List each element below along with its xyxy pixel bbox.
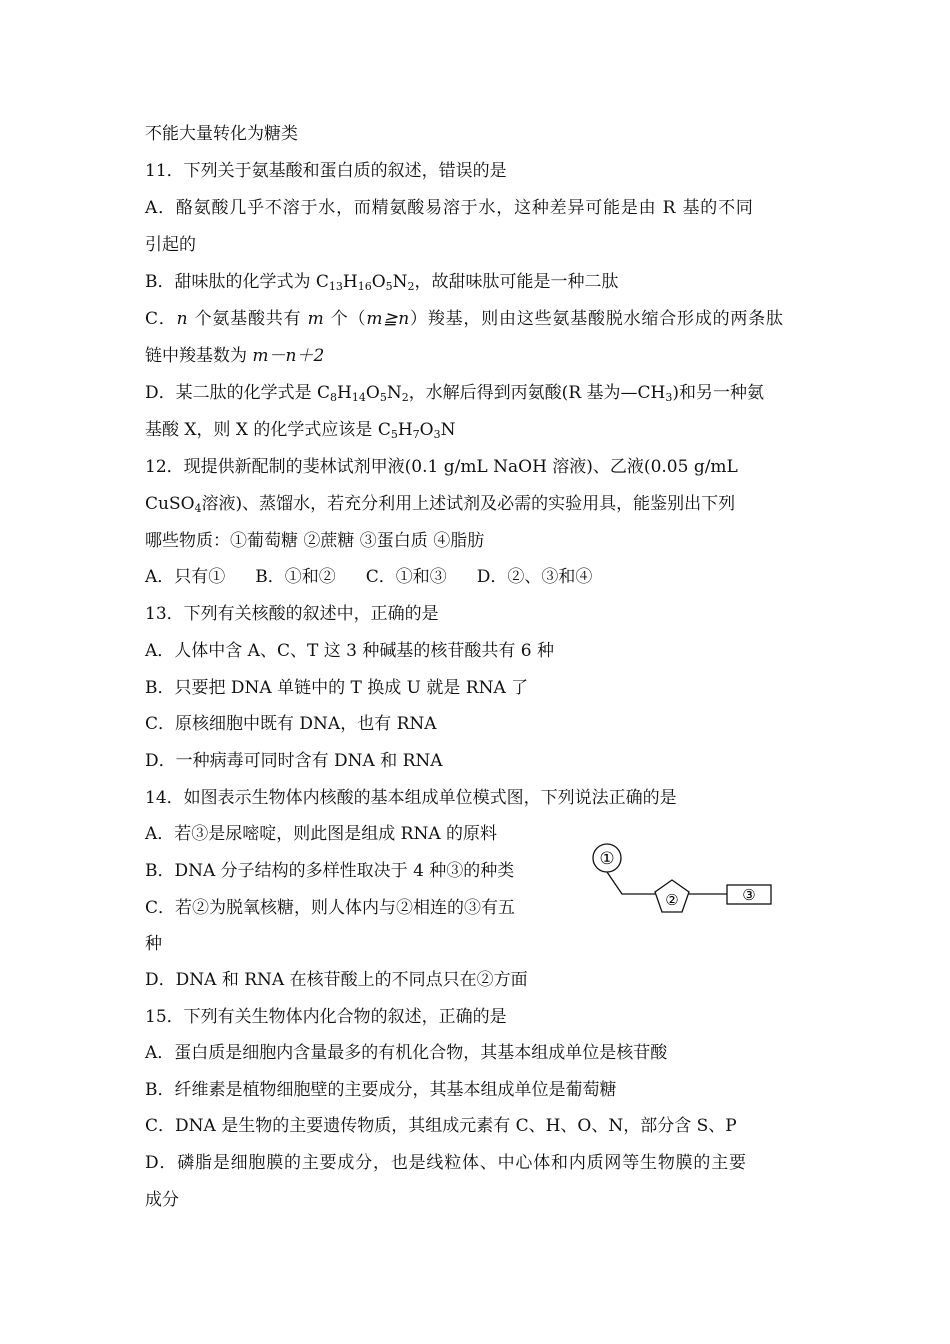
q13-option-b: B．只要把 DNA 单链中的 T 换成 U 就是 RNA 了	[145, 678, 529, 698]
q11-b-prefix: B．甜味肽的化学式为 C	[145, 272, 329, 292]
q11-c-condition: m≧n	[366, 309, 411, 329]
q12-cuso-prefix: CuSO	[145, 494, 195, 514]
q14-stem: 14．如图表示生物体内核酸的基本组成单位模式图，下列说法正确的是	[145, 788, 677, 808]
q14-option-b: B．DNA 分子结构的多样性取决于 4 种③的种类	[145, 861, 515, 881]
q13-option-c: C．原核细胞中既有 DNA，也有 RNA	[145, 714, 437, 734]
q15-option-c: C．DNA 是生物的主要遗传物质，其组成元素有 C、H、O、N，部分含 S、P	[145, 1116, 737, 1136]
q11-option-c-line1	[145, 307, 784, 331]
q14-option-c-line1: C．若②为脱氧核糖，则人体内与②相连的③有五	[145, 898, 516, 918]
q14-option-a: A．若③是尿嘧啶，则此图是组成 RNA 的原料	[145, 824, 498, 844]
q12-options	[145, 565, 592, 589]
q13-option-d: D．一种病毒可同时含有 DNA 和 RNA	[145, 751, 443, 771]
q12-stem-line2: CuSO$_4$溶液)、蒸馏水，若充分利用上述试剂及必需的实验用具，能鉴别出下列	[145, 494, 736, 515]
q15-option-b: B．纤维素是植物细胞壁的主要成分，其基本组成单位是葡萄糖	[145, 1080, 617, 1100]
q11-c-text1: 个氨基酸共有	[188, 309, 308, 329]
q11-stem: 11．下列关于氨基酸和蛋白质的叙述，错误的是	[145, 161, 507, 181]
q11-c-label: C．	[145, 309, 177, 329]
q11-option-c-line2	[145, 344, 324, 368]
q11-option-a-line1: A．酪氨酸几乎不溶于水，而精氨酸易溶于水，这种差异可能是由 R 基的不同	[145, 198, 754, 218]
q11-d2-suffix: N	[440, 420, 456, 440]
q11-d2-prefix: 基酸 X，则 X 的化学式应该是 C	[145, 420, 391, 440]
intro-tail-text: 不能大量转化为糖类	[145, 124, 298, 144]
q11-option-b: B．甜味肽的化学式为 $C_{13}H_{16}O_5N_2$，故甜味肽可能是一种二肽	[145, 272, 619, 293]
q11-b-suffix: ，故甜味肽可能是一种二肽	[414, 272, 619, 292]
diagram-label-1: ①	[599, 849, 615, 869]
q11-d-tail: )和另一种氨	[672, 383, 764, 403]
q15-option-d-line1: D．磷脂是细胞膜的主要成分，也是线粒体、中心体和内质网等生物膜的主要	[145, 1153, 747, 1173]
q12-option-a: A．只有①	[145, 567, 226, 587]
q13-stem: 13．下列有关核酸的叙述中，正确的是	[145, 604, 439, 624]
q14-option-c-line2: 种	[145, 934, 162, 954]
q11-c-text2: 个（	[324, 309, 367, 329]
q14-option-d: D．DNA 和 RNA 在核苷酸上的不同点只在②方面	[145, 970, 528, 990]
q12-option-b: B．①和②	[255, 567, 336, 587]
q11-d-prefix: D．某二肽的化学式是 C	[145, 383, 331, 403]
diagram-label-2: ②	[665, 891, 679, 909]
q11-c-text3: ）羧基，则由这些氨基酸脱水缩合形成的两条肽	[410, 309, 784, 329]
q12-stem-line1: 12．现提供新配制的斐林试剂甲液(0.1 g/mL NaOH 溶液)、乙液(0.05 g/mL	[145, 457, 738, 477]
q11-option-a-line2: 引起的	[145, 235, 196, 255]
q15-option-d-line2: 成分	[145, 1190, 179, 1210]
nucleotide-diagram	[585, 840, 785, 920]
q15-stem: 15．下列有关生物体内化合物的叙述，正确的是	[145, 1007, 507, 1027]
q11-c-expression: m－n＋2	[252, 346, 325, 366]
q13-option-a: A．人体中含 A、C、T 这 3 种碱基的核苷酸共有 6 种	[145, 641, 554, 661]
q11-c-var-n: n	[176, 309, 189, 329]
diagram-label-3: ③	[742, 886, 756, 904]
q12-stem-line3: 哪些物质：①葡萄糖 ②蔗糖 ③蛋白质 ④脂肪	[145, 531, 485, 551]
q11-option-d-line2: 基酸 X，则 X 的化学式应该是 $C_5H_7O_3N$	[145, 420, 456, 441]
q11-d-text: ，水解后得到丙氨酸(R 基为—CH	[408, 383, 666, 403]
q11-c-var-m: m	[307, 309, 325, 329]
q11-c-text4: 链中羧基数为	[145, 346, 253, 366]
q12-option-c: C．①和③	[365, 567, 447, 587]
q12-option-d: D．②、③和④	[476, 567, 593, 587]
q12-line2-text: 溶液)、蒸馏水，若充分利用上述试剂及必需的实验用具，能鉴别出下列	[201, 494, 736, 514]
q15-option-a: A．蛋白质是细胞内含量最多的有机化合物，其基本组成单位是核苷酸	[145, 1043, 668, 1063]
q11-option-d-line1: D．某二肽的化学式是 $C_8H_{14}O_5N_2$，水解后得到丙氨酸(R 基为$—CH_3$)和另一种氨	[145, 383, 764, 404]
phosphate-sugar-bond	[607, 872, 655, 894]
